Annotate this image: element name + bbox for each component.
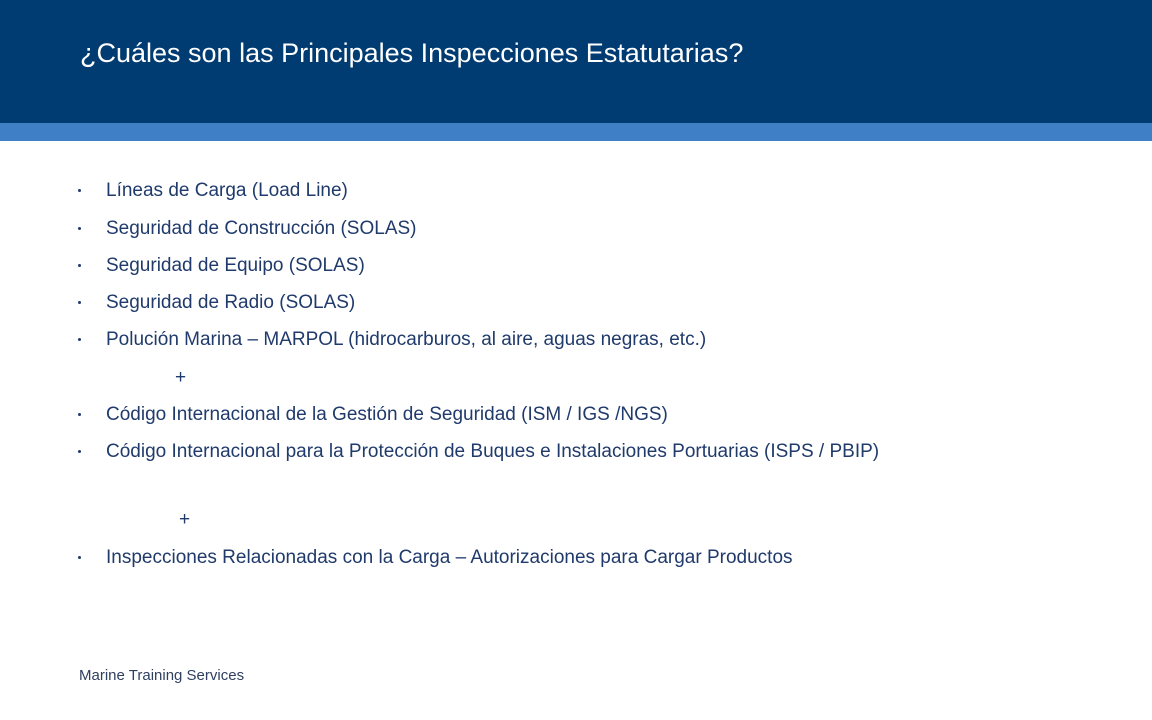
bullet-text: Inspecciones Relacionadas con la Carga – Autorizaciones para Cargar Productos bbox=[106, 547, 793, 568]
bullet-icon bbox=[78, 227, 81, 230]
plus-separator: + bbox=[175, 367, 187, 388]
bullet-icon bbox=[78, 338, 81, 341]
bullet-item bbox=[106, 288, 1006, 317]
bullet-icon bbox=[78, 189, 81, 192]
bullet-item bbox=[106, 214, 1006, 243]
bullet-text: Código Internacional para la Protección de Buques e Instalaciones Portuarias (ISPS / PBIP) bbox=[106, 441, 880, 462]
bullet-text: Líneas de Carga (Load Line) bbox=[106, 180, 348, 201]
bullet-text: Seguridad de Equipo (SOLAS) bbox=[106, 255, 365, 276]
bullet-text: Código Internacional de la Gestión de Seguridad (ISM / IGS /NGS) bbox=[106, 404, 668, 425]
bullet-icon bbox=[78, 301, 81, 304]
footer-label: Marine Training Services bbox=[79, 667, 245, 684]
bullet-icon bbox=[78, 264, 81, 267]
bullet-item bbox=[106, 437, 1006, 466]
plus-separator: + bbox=[179, 509, 191, 530]
bullet-text: Polución Marina – MARPOL (hidrocarburos, al aire, aguas negras, etc.) bbox=[106, 329, 707, 350]
bullet-item bbox=[106, 543, 1006, 572]
bullet-icon bbox=[78, 413, 81, 416]
bullet-item bbox=[106, 400, 1006, 429]
bullet-item bbox=[106, 325, 1006, 354]
bullet-item bbox=[106, 176, 1006, 205]
bullet-text: Seguridad de Radio (SOLAS) bbox=[106, 292, 356, 313]
accent-stripe bbox=[0, 123, 1152, 141]
bullet-text: Seguridad de Construcción (SOLAS) bbox=[106, 218, 417, 239]
bullet-item bbox=[106, 251, 1006, 280]
bullet-icon bbox=[78, 450, 81, 453]
slide-title: ¿Cuáles son las Principales Inspecciones Estatutarias? bbox=[80, 38, 744, 68]
bullet-icon bbox=[78, 556, 81, 559]
